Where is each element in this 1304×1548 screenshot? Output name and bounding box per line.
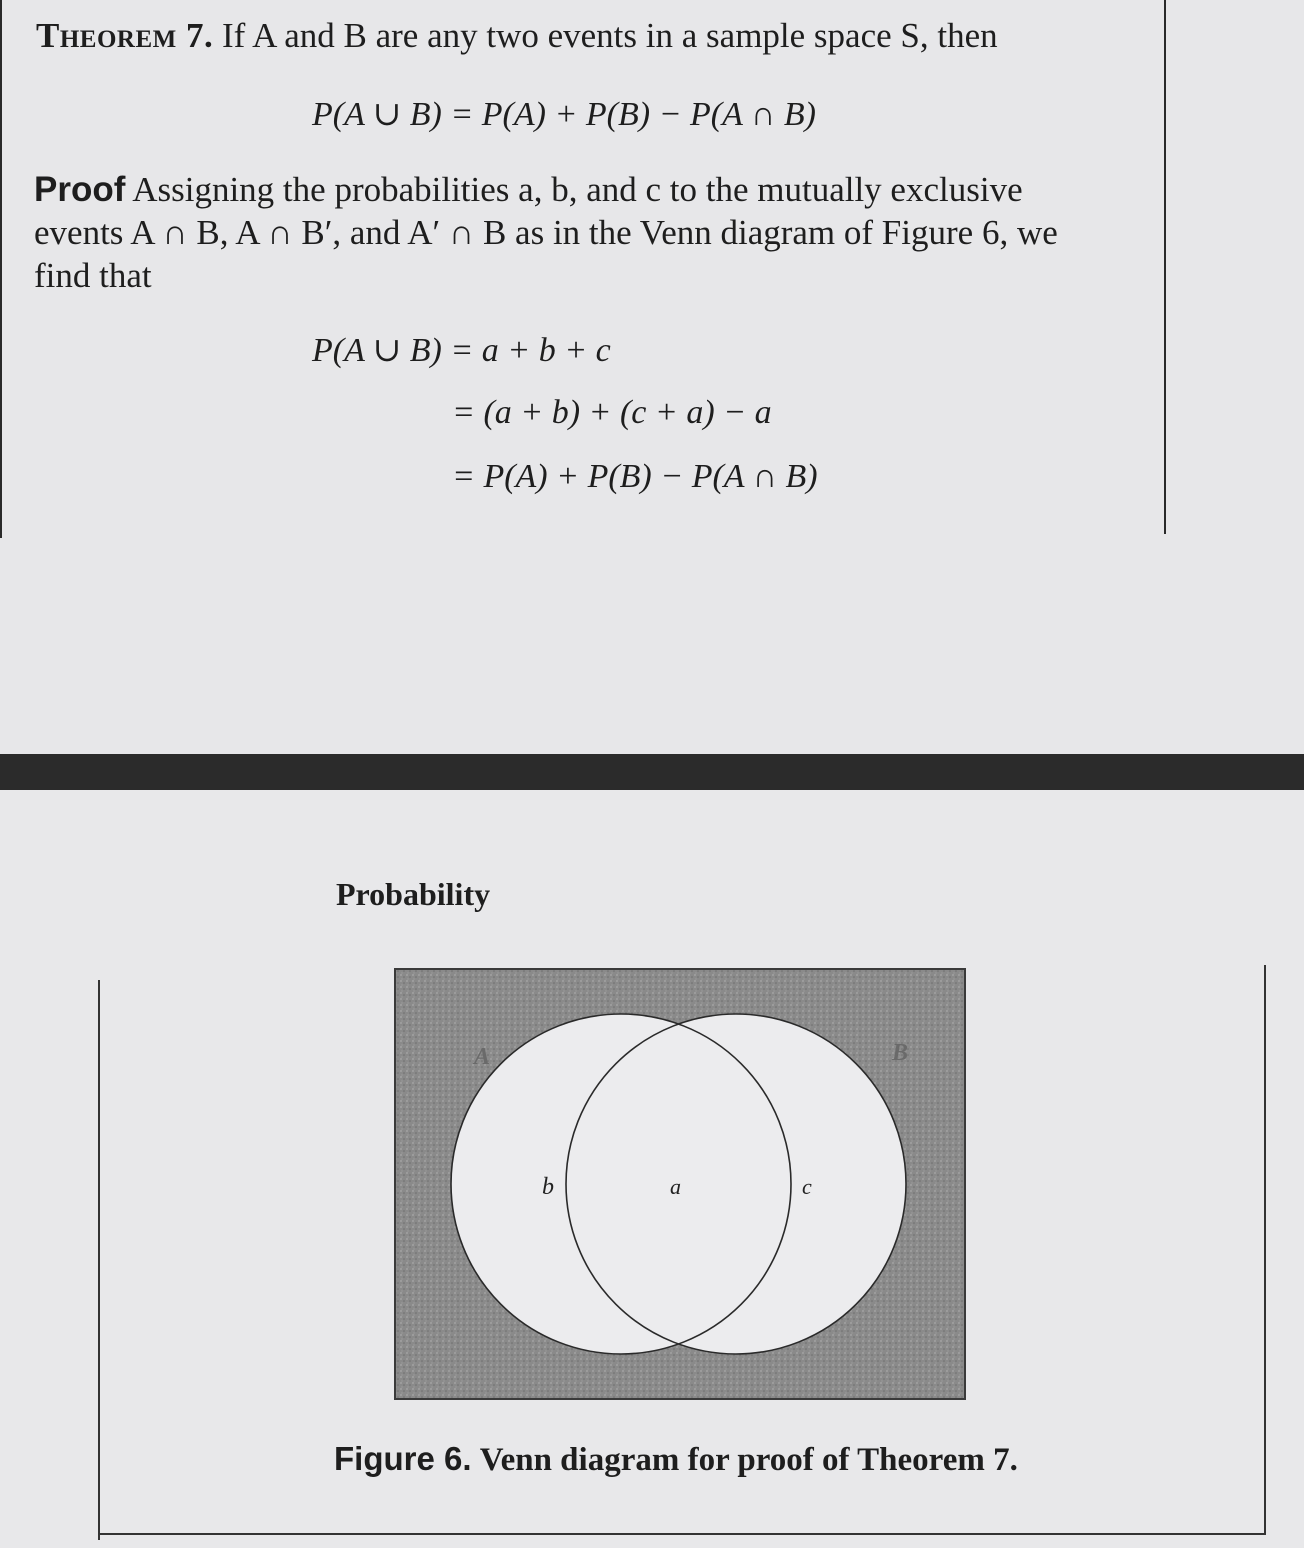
page-divider bbox=[0, 754, 1304, 790]
venn-diagram bbox=[394, 968, 968, 1402]
figure-frame-bottom bbox=[98, 1533, 1266, 1535]
running-head: Probability bbox=[336, 876, 491, 912]
proof-equation-2: = (a + b) + (c + a) − a bbox=[452, 394, 772, 431]
theorem-label: Theorem 7. bbox=[36, 16, 214, 55]
theorem-formula: P(A ∪ B) = P(A) + P(B) − P(A ∩ B) bbox=[312, 96, 816, 133]
proof-equation-3: = P(A) + P(B) − P(A ∩ B) bbox=[452, 458, 818, 495]
proof-line-2: events A ∩ B, A ∩ B′, and A′ ∩ B as in the Venn diagram of Figure 6, we bbox=[34, 213, 1058, 252]
proof-label: Proof bbox=[34, 170, 126, 209]
label-region-c: c bbox=[802, 1174, 812, 1199]
figure-frame-right bbox=[1264, 965, 1266, 1535]
label-set-a: A bbox=[474, 1044, 491, 1070]
label-region-a: a bbox=[670, 1174, 681, 1199]
proof-line-3: find that bbox=[34, 256, 152, 295]
caption-text: Venn diagram for proof of Theorem 7. bbox=[479, 1442, 1018, 1478]
proof-equation-1: P(A ∪ B) = a + b + c bbox=[312, 332, 611, 369]
label-set-b: B bbox=[892, 1040, 909, 1066]
circle-b-fill bbox=[566, 1014, 909, 1354]
figure-frame-left bbox=[98, 980, 100, 1540]
caption-label: Figure 6. bbox=[334, 1440, 472, 1477]
proof-line-1 bbox=[34, 170, 1023, 210]
proof-text-1: Assigning the probabilities a, b, and c to the mutually exclusive bbox=[132, 170, 1023, 209]
label-region-b: b bbox=[542, 1174, 554, 1200]
theorem-text: If A and B are any two events in a sample space S, then bbox=[222, 16, 998, 55]
left-rule bbox=[0, 0, 2, 538]
figure-caption bbox=[334, 1440, 1018, 1479]
right-rule bbox=[1164, 0, 1166, 534]
theorem-statement bbox=[36, 16, 998, 56]
